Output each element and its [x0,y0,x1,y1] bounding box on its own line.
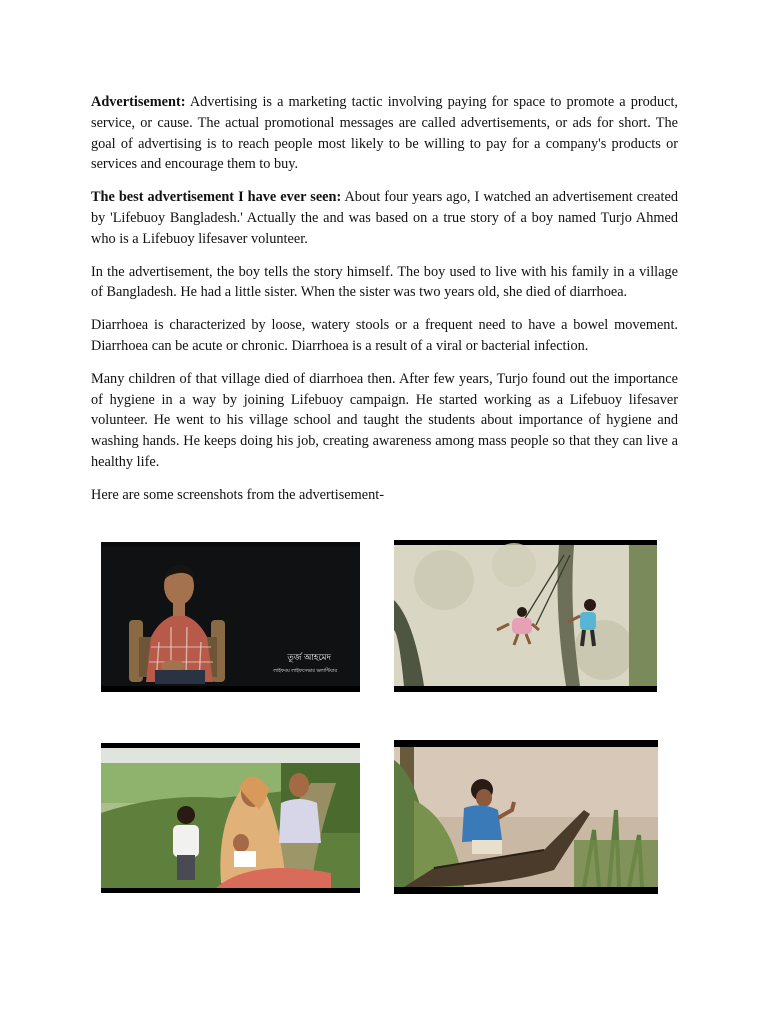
paragraph-text: Diarrhoea is characterized by loose, watery stools or a frequent need to have a bowel movement. Diarrhoea can be acute or chronic. Diarrhoea is a result of a viral or bacterial infection. [91,317,678,354]
paragraph-campaign [91,369,678,473]
interview-caption-name: তূর্জ আহমেদ [287,653,331,663]
paragraph-diarrhoea [91,315,678,357]
paragraph-lead: Advertisement: [91,94,186,110]
screenshot-interview [101,542,360,692]
paragraph-text: In the advertisement, the boy tells the story himself. The boy used to live with his family in a village of Bangladesh. He had a little sister. When the sister was two years old, she died of diarrhoea. [91,263,678,301]
screenshot-boat [394,740,658,894]
paragraph-story [91,262,678,304]
document-body [91,92,678,518]
paragraph-lead: The best advertisement I have ever seen: [91,189,342,206]
paragraph-text: Here are some screenshots from the advertisement- [91,486,384,503]
paragraph-text: About four years ago, I watched an advertisement created by 'Lifebuoy Bangladesh.' Actually the and was based on a true story of a boy named Turjo Ahmed who is a Lifebuoy lifesaver volunteer. [91,189,678,247]
boat-image [394,740,658,894]
swing-image [394,540,657,692]
screenshot-family [101,743,360,893]
paragraph-advertisement-definition [91,92,678,175]
paragraph-screenshots-intro [91,485,678,506]
paragraph-best-advertisement [91,187,678,249]
paragraph-text: Many children of that village died of diarrhoea then. After few years, Turjo found out the importance of hygiene in a way by joining Lifebuoy campaign. He started working as a Lifebuoy lifesaver volunteer. He went to his village school and taught the students about importance of hygiene and washing hands. He keeps doing his job, creating awareness among mass people so that they can live a healthy life. [91,370,678,470]
paragraph-text: Advertising is a marketing tactic involving paying for space to promote a product, service, or cause. The actual promotional messages are called advertisements, or ads for short. The goal of advertising is to reach people most likely to be willing to pay for a company's products or services and encourage them to buy. [91,94,678,173]
screenshot-swing [394,540,657,692]
interview-image [101,542,360,692]
interview-caption-role: লাইফবয় লাইফসেভার ভলান্টিয়ার [273,669,337,674]
family-image [101,743,360,893]
